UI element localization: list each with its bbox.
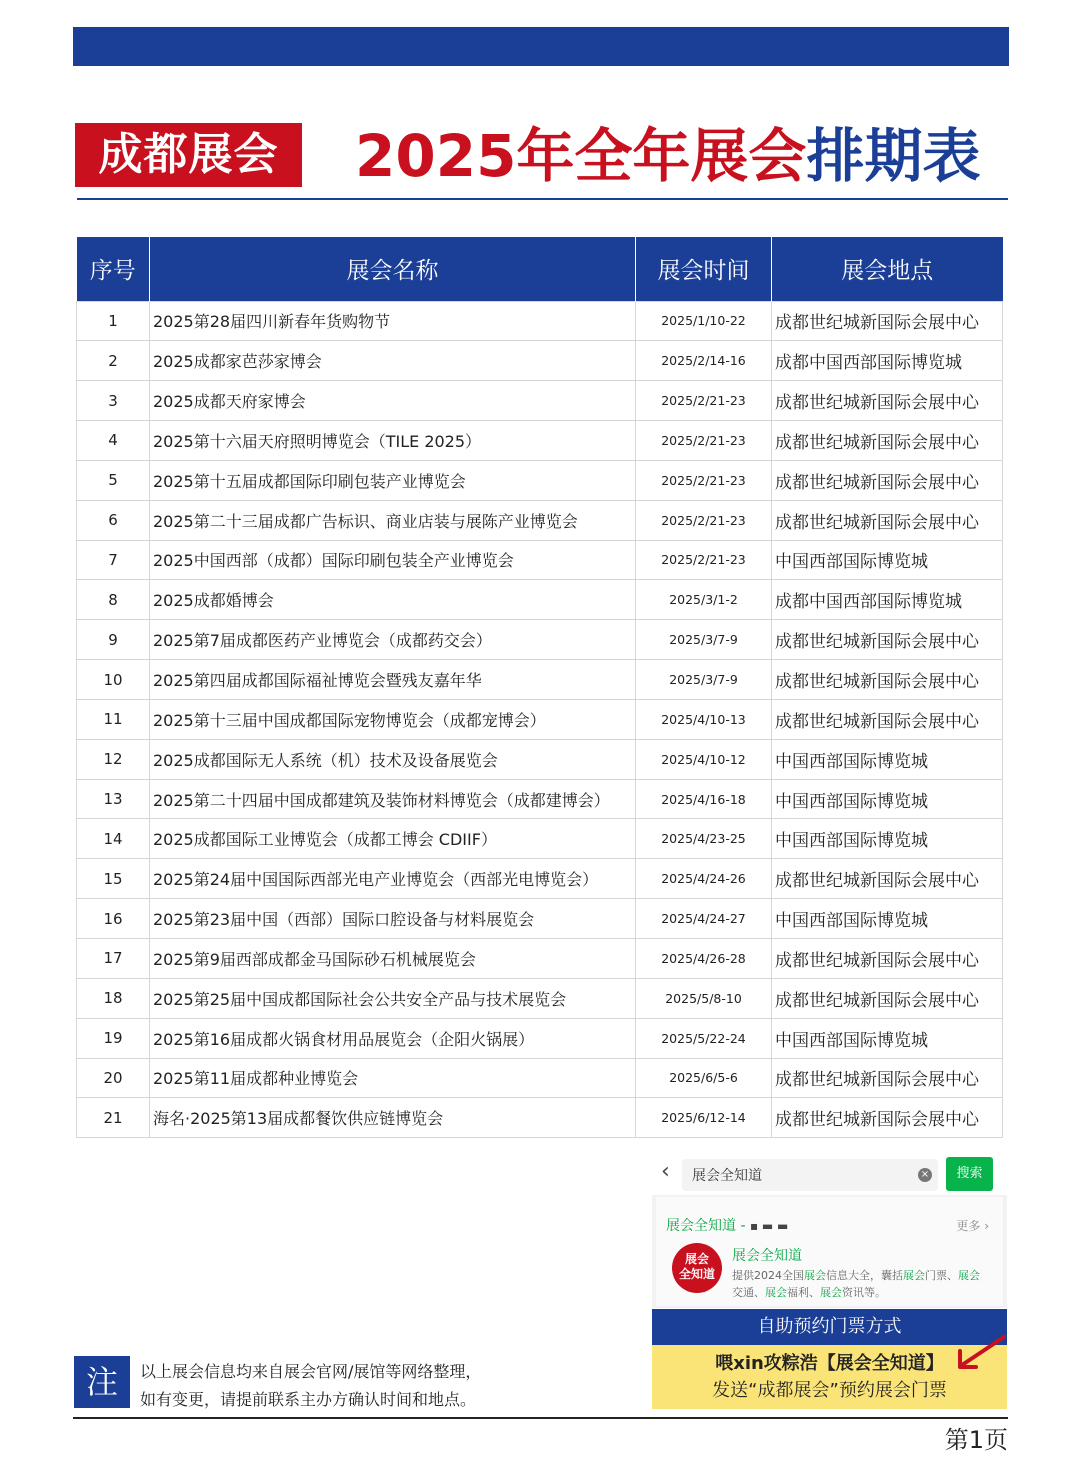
exhibition-name: 2025第二十四届中国成都建筑及装饰材料博览会（成都建博会）	[150, 779, 636, 819]
exhibition-venue: 成都中国西部国际博览城	[772, 580, 1003, 620]
exhibition-venue: 中国西部国际博览城	[772, 779, 1003, 819]
exhibition-date: 2025/4/24-26	[636, 859, 772, 899]
column-header-no: 序号	[77, 237, 150, 301]
row-number: 16	[77, 899, 150, 939]
exhibition-name: 2025第9届西部成都金马国际砂石机械展览会	[150, 939, 636, 979]
table-row	[77, 939, 1003, 979]
exhibition-date: 2025/3/7-9	[636, 660, 772, 700]
table-row	[77, 1098, 1003, 1138]
row-number: 19	[77, 1018, 150, 1058]
row-number: 12	[77, 739, 150, 779]
table-row	[77, 1018, 1003, 1058]
title-blue-part: 排期表	[806, 122, 981, 190]
row-number: 13	[77, 779, 150, 819]
exhibition-name: 2025第十五届成都国际印刷包装产业博览会	[150, 460, 636, 500]
row-number: 9	[77, 620, 150, 660]
note-line-1: 以上展会信息均来自展会官网/展馆等网络整理，	[140, 1362, 482, 1381]
exhibition-venue: 中国西部国际博览城	[772, 819, 1003, 859]
row-number: 21	[77, 1098, 150, 1138]
exhibition-date: 2025/2/21-23	[636, 460, 772, 500]
exhibition-date: 2025/6/12-14	[636, 1098, 772, 1138]
column-header-date: 展会时间	[636, 237, 772, 301]
row-number: 17	[77, 939, 150, 979]
account-description: 提供2024全国展会信息大全，囊括展会门票、展会交通、展会福利、展会资讯等。	[732, 1269, 980, 1299]
footer-divider	[73, 1417, 1008, 1419]
exhibition-date: 2025/4/10-13	[636, 699, 772, 739]
account-logo: 展会 全知道	[672, 1243, 722, 1293]
table-row	[77, 859, 1003, 899]
exhibition-date: 2025/2/21-23	[636, 421, 772, 461]
exhibition-date: 2025/4/24-27	[636, 899, 772, 939]
table-row	[77, 381, 1003, 421]
table-row	[77, 699, 1003, 739]
row-number: 8	[77, 580, 150, 620]
table-body	[77, 301, 1003, 1138]
exhibition-name: 2025第十六届天府照明博览会（TILE 2025）	[150, 421, 636, 461]
exhibition-name: 2025成都国际无人系统（机）技术及设备展览会	[150, 739, 636, 779]
row-number: 3	[77, 381, 150, 421]
column-header-venue: 展会地点	[772, 237, 1003, 301]
instruction-line-1: 喂xin攻粽浩【展会全知道】	[715, 1353, 944, 1374]
table-row	[77, 978, 1003, 1018]
title-red-part: 2025年全年展会	[355, 122, 807, 190]
exhibition-name: 2025第28届四川新春年货购物节	[150, 301, 636, 341]
account-name[interactable]: 展会全知道	[732, 1248, 802, 1264]
wechat-search-card	[652, 1155, 1007, 1410]
exhibition-name: 2025中国西部（成都）国际印刷包装全产业博览会	[150, 540, 636, 580]
row-number: 11	[77, 699, 150, 739]
exhibition-date: 2025/3/7-9	[636, 620, 772, 660]
table-row	[77, 301, 1003, 341]
exhibition-name: 2025第十三届中国成都国际宠物博览会（成都宠博会）	[150, 699, 636, 739]
table-row	[77, 899, 1003, 939]
row-number: 2	[77, 341, 150, 381]
title-divider	[77, 198, 1008, 200]
row-number: 1	[77, 301, 150, 341]
table-row	[77, 580, 1003, 620]
city-badge: 成都展会	[75, 123, 302, 187]
exhibition-venue: 中国西部国际博览城	[772, 899, 1003, 939]
back-arrow-icon[interactable]: ‹	[661, 1159, 670, 1184]
table-row	[77, 500, 1003, 540]
exhibition-schedule-table	[76, 237, 1003, 1138]
search-result	[652, 1195, 1007, 1308]
exhibition-date: 2025/2/14-16	[636, 341, 772, 381]
exhibition-venue: 成都世纪城新国际会展中心	[772, 1058, 1003, 1098]
instruction-line-2: 发送“成都展会”预约展会门票	[712, 1380, 947, 1401]
exhibition-date: 2025/4/23-25	[636, 819, 772, 859]
exhibition-venue: 成都世纪城新国际会展中心	[772, 460, 1003, 500]
exhibition-name: 2025第四届成都国际福祉博览会暨残友嘉年华	[150, 660, 636, 700]
exhibition-name: 2025第11届成都种业博览会	[150, 1058, 636, 1098]
exhibition-date: 2025/2/21-23	[636, 540, 772, 580]
exhibition-date: 2025/1/10-22	[636, 301, 772, 341]
exhibition-name: 2025第24届中国国际西部光电产业博览会（西部光电博览会）	[150, 859, 636, 899]
search-button[interactable]: 搜索	[946, 1157, 993, 1191]
exhibition-venue: 成都世纪城新国际会展中心	[772, 620, 1003, 660]
wechat-search-input[interactable]	[682, 1159, 938, 1191]
search-input-value: 展会全知道	[692, 1168, 762, 1184]
table-row	[77, 421, 1003, 461]
row-number: 20	[77, 1058, 150, 1098]
exhibition-date: 2025/3/1-2	[636, 580, 772, 620]
exhibition-name: 2025第二十三届成都广告标识、商业店装与展陈产业博览会	[150, 500, 636, 540]
exhibition-venue: 成都中国西部国际博览城	[772, 341, 1003, 381]
exhibition-name: 2025成都国际工业博览会（成都工博会 CDIIF）	[150, 819, 636, 859]
exhibition-date: 2025/5/22-24	[636, 1018, 772, 1058]
exhibition-venue: 成都世纪城新国际会展中心	[772, 381, 1003, 421]
wechat-search-bar	[652, 1155, 1007, 1193]
more-link[interactable]: 更多 ›	[956, 1219, 989, 1233]
exhibition-date: 2025/5/8-10	[636, 978, 772, 1018]
row-number: 4	[77, 421, 150, 461]
exhibition-venue: 成都世纪城新国际会展中心	[772, 421, 1003, 461]
exhibition-date: 2025/4/16-18	[636, 779, 772, 819]
exhibition-name: 2025成都天府家博会	[150, 381, 636, 421]
exhibition-date: 2025/4/26-28	[636, 939, 772, 979]
exhibition-date: 2025/4/10-12	[636, 739, 772, 779]
table-row	[77, 1058, 1003, 1098]
row-number: 15	[77, 859, 150, 899]
exhibition-venue: 中国西部国际博览城	[772, 540, 1003, 580]
exhibition-venue: 成都世纪城新国际会展中心	[772, 1098, 1003, 1138]
row-number: 5	[77, 460, 150, 500]
exhibition-venue: 成都世纪城新国际会展中心	[772, 660, 1003, 700]
top-banner-bar	[73, 27, 1009, 66]
exhibition-name: 2025成都婚博会	[150, 580, 636, 620]
table-row	[77, 660, 1003, 700]
note-line-2: 如有变更，请提前联系主办方确认时间和地点。	[140, 1390, 477, 1409]
exhibition-name: 2025第25届中国成都国际社会公共安全产品与技术展览会	[150, 978, 636, 1018]
page-title	[355, 118, 980, 194]
note-badge: 注	[74, 1356, 130, 1408]
exhibition-venue: 成都世纪城新国际会展中心	[772, 859, 1003, 899]
exhibition-date: 2025/2/21-23	[636, 381, 772, 421]
page-number: 第1页	[944, 1426, 1008, 1454]
row-number: 10	[77, 660, 150, 700]
exhibition-venue: 中国西部国际博览城	[772, 739, 1003, 779]
note-text	[140, 1358, 481, 1414]
row-number: 18	[77, 978, 150, 1018]
pointer-arrow-icon	[952, 1333, 1008, 1373]
exhibition-venue: 成都世纪城新国际会展中心	[772, 301, 1003, 341]
table-row	[77, 620, 1003, 660]
row-number: 6	[77, 500, 150, 540]
result-account-header: 展会全知道 - ▪ ▬ ▬	[666, 1218, 789, 1234]
exhibition-name: 2025第23届中国（西部）国际口腔设备与材料展览会	[150, 899, 636, 939]
exhibition-venue: 成都世纪城新国际会展中心	[772, 699, 1003, 739]
table-row	[77, 819, 1003, 859]
row-number: 14	[77, 819, 150, 859]
self-booking-banner: 自助预约门票方式	[652, 1309, 1007, 1345]
table-header-row	[77, 237, 1003, 301]
exhibition-date: 2025/2/21-23	[636, 500, 772, 540]
exhibition-venue: 中国西部国际博览城	[772, 1018, 1003, 1058]
table-row	[77, 341, 1003, 381]
exhibition-venue: 成都世纪城新国际会展中心	[772, 500, 1003, 540]
column-header-name: 展会名称	[150, 237, 636, 301]
exhibition-name: 2025第7届成都医药产业博览会（成都药交会）	[150, 620, 636, 660]
exhibition-name: 2025成都家芭莎家博会	[150, 341, 636, 381]
exhibition-venue: 成都世纪城新国际会展中心	[772, 978, 1003, 1018]
exhibition-venue: 成都世纪城新国际会展中心	[772, 939, 1003, 979]
row-number: 7	[77, 540, 150, 580]
clear-icon[interactable]: ×	[918, 1168, 932, 1182]
exhibition-name: 2025第16届成都火锅食材用品展览会（企阳火锅展）	[150, 1018, 636, 1058]
exhibition-date: 2025/6/5-6	[636, 1058, 772, 1098]
table-row	[77, 739, 1003, 779]
table-row	[77, 460, 1003, 500]
table-row	[77, 779, 1003, 819]
exhibition-name: 海名·2025第13届成都餐饮供应链博览会	[150, 1098, 636, 1138]
table-row	[77, 540, 1003, 580]
